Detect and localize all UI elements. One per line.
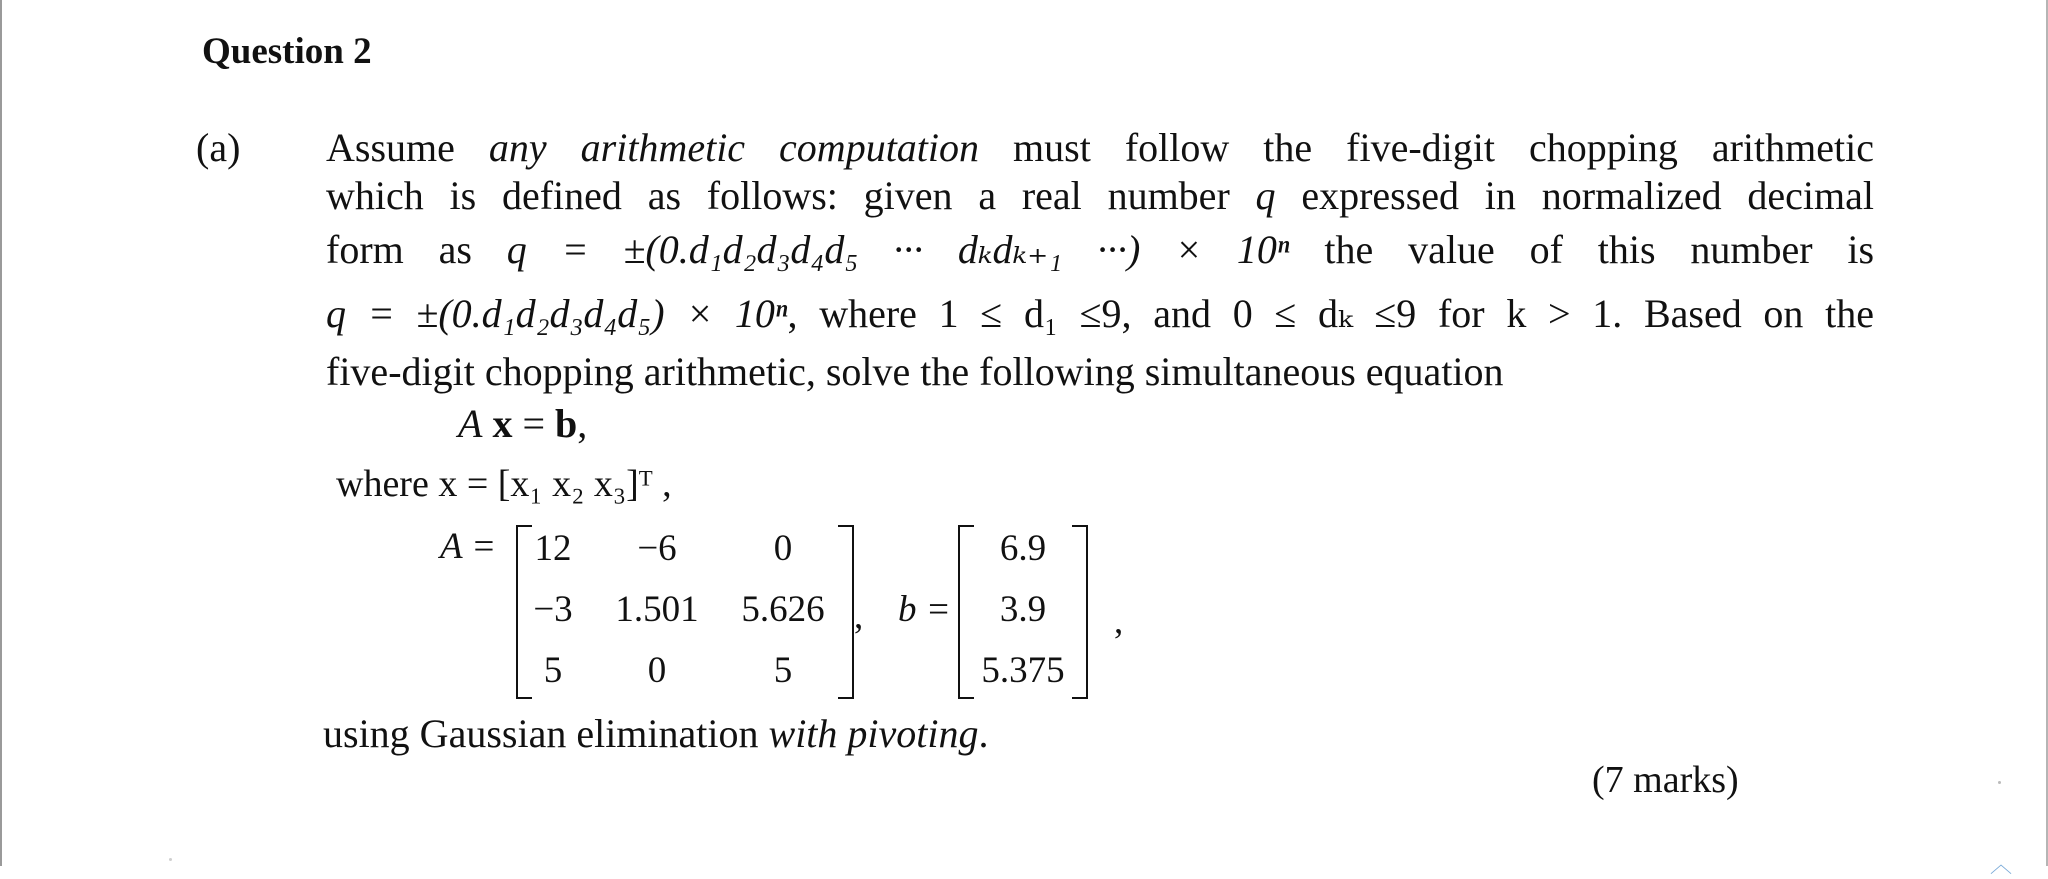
text-run: Assume — [326, 125, 489, 170]
math-expression: q = ±(0.d₁d₂d₃d₄d₅) × 10ⁿ — [326, 291, 788, 336]
paragraph-line-2 — [326, 172, 1874, 220]
text-run: using Gaussian elimination — [323, 711, 769, 756]
matrix-a-cell: −3 — [533, 589, 573, 630]
scan-speck — [1998, 781, 2001, 784]
text-run: the — [1324, 227, 1374, 272]
paragraph-line-3 — [326, 226, 1874, 274]
part-label: (a) — [196, 125, 241, 170]
paragraph-line-5: five-digit chopping arithmetic, solve the following simultaneous equation — [326, 349, 1504, 394]
comma: , — [577, 401, 588, 446]
question-title: Question 2 — [202, 31, 372, 72]
math-expression: q = ±(0.d₁d₂d₃d₄d₅ ··· dₖdₖ₊₁ ···) × 10ⁿ — [506, 227, 1290, 272]
paragraph-line-1 — [326, 124, 1874, 172]
text-run: form — [326, 227, 404, 272]
vector-b-symbol: b — [555, 401, 578, 446]
matrix-symbol: A — [458, 401, 483, 446]
chevron-up-icon[interactable]: ︿ — [1990, 853, 2013, 878]
matrix-a-label-text: A = — [440, 526, 497, 567]
scan-speck — [169, 858, 172, 861]
matrix-a-cell: 1.501 — [615, 589, 699, 630]
text-run: value — [1408, 227, 1495, 272]
matrix-a-cell: 0 — [647, 650, 667, 691]
text-run: number — [1690, 227, 1813, 272]
matrix-a-cell: 5.626 — [741, 589, 825, 630]
matrix-a-cell: 5 — [773, 650, 793, 691]
text-run: which is defined as follows: given a real number — [326, 173, 1256, 218]
trailing-comma: , — [1114, 601, 1124, 642]
text-run: as — [438, 227, 472, 272]
separator-comma: , — [854, 596, 864, 637]
text-run: , where 1 ≤ d₁ ≤9, and 0 ≤ dₖ ≤9 for k > 1. Based on the — [787, 291, 1874, 336]
matrix-a-cell: 5 — [543, 650, 563, 691]
text-run: expressed in normalized decimal — [1275, 173, 1874, 218]
vector-b-label — [898, 588, 951, 631]
emphasis-text: any arithmetic computation — [488, 125, 980, 170]
vector-b-cell: 3.9 — [999, 589, 1047, 630]
vector-x-symbol: x — [492, 401, 513, 446]
paragraph-line-4 — [326, 290, 1874, 338]
text-run: must follow the five-digit chopping arithmetic — [979, 125, 1874, 170]
matrix-a-cell: −6 — [637, 528, 677, 569]
matrix-a-cell: 0 — [773, 528, 793, 569]
equals-sign: = — [522, 401, 545, 446]
text-run: this — [1597, 227, 1656, 272]
variable-q: q — [1255, 173, 1276, 218]
vector-b-cell: 6.9 — [999, 528, 1047, 569]
text-run: . — [978, 711, 989, 756]
vector-b-label-text: b = — [898, 589, 951, 630]
vector-b-cell: 5.375 — [981, 650, 1065, 691]
method-line — [323, 710, 989, 757]
where-clause: where x = [x₁ x₂ x₃]ᵀ , — [336, 463, 672, 505]
emphasis-text: with pivoting — [768, 711, 979, 756]
marks-label: (7 marks) — [1592, 759, 1739, 801]
equation-ax-b — [458, 400, 587, 447]
matrix-a-cell: 12 — [534, 528, 572, 569]
page-left-border — [0, 0, 2, 866]
text-run: is — [1847, 227, 1875, 272]
text-run: of — [1529, 227, 1563, 272]
